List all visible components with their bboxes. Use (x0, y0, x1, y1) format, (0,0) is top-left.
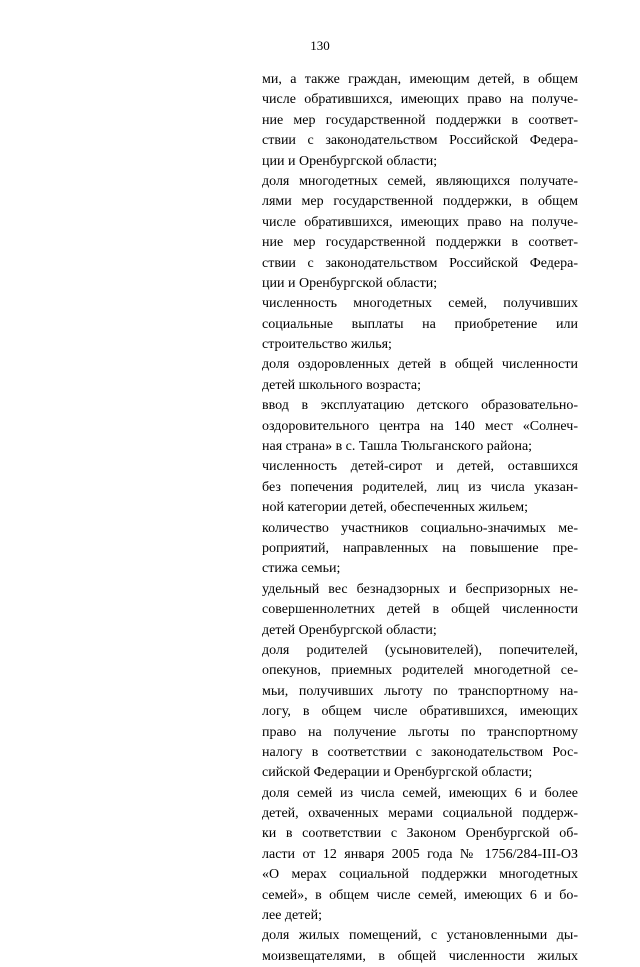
text-line: ции и Оренбургской области; (262, 275, 438, 291)
text-line: количество участников социально-значимых ме- (262, 520, 578, 536)
text-line: детей школьного возраста; (262, 377, 421, 393)
text-line: оздоровительного центра на 140 мест «Солнеч- (262, 418, 578, 434)
text-line: ной категории детей, обеспеченных жильем; (262, 500, 529, 516)
text-line: ки в соответствии с Законом Оренбургской об- (262, 826, 578, 842)
text-line: детей Оренбургской области; (262, 622, 437, 638)
text-line: логу, в общем числе обратившихся, имеющих (262, 704, 578, 720)
text-line: семей», в общем числе семей, имеющих 6 и бо- (262, 887, 578, 903)
text-line: числе обратившихся, имеющих право на получе- (262, 92, 578, 108)
text-line: доля семей из числа семей, имеющих 6 и более (262, 785, 578, 801)
text-line: сийской Федерации и Оренбургской области; (262, 765, 533, 781)
body-text (262, 70, 578, 967)
text-line: строительство жилья; (262, 337, 392, 353)
text-line: ная страна» в с. Ташла Тюльганского района; (262, 439, 533, 455)
text-line: «О мерах социальной поддержки многодетных (262, 867, 578, 883)
text-line: роприятий, направленных на повышение пре- (262, 540, 578, 556)
text-line: доля жилых помещений, с установленными ды- (262, 928, 578, 944)
text-line: опекунов, приемных родителей многодетной се- (262, 663, 578, 679)
text-line: ствии с законодательством Российской Федера- (262, 255, 578, 271)
text-line: право на получение льготы по транспортному (262, 724, 578, 740)
text-line: доля многодетных семей, являющихся получате- (262, 173, 578, 189)
text-line: доля родителей (усыновителей), попечителей, (262, 642, 578, 658)
text-line: ми, а также граждан, имеющим детей, в общем (262, 72, 578, 87)
text-line: социальные выплаты на приобретение или (262, 316, 578, 332)
text-line: мьи, получивших льготу по транспортному на- (262, 683, 578, 699)
page-number: 130 (310, 38, 330, 53)
text-line: численность многодетных семей, получивших (262, 296, 578, 312)
text-line: доля оздоровленных детей в общей численности (262, 357, 578, 373)
text-line: ние мер государственной поддержки в соответ- (262, 235, 578, 251)
text-line: лями мер государственной поддержки, в общем (262, 194, 578, 210)
text-line: ние мер государственной поддержки в соответ- (262, 112, 578, 128)
text-line: стижа семьи; (262, 561, 341, 577)
text-line: детей, охваченных мерами социальной поддерж- (262, 806, 578, 822)
text-line: ции и Оренбургской области; (262, 153, 438, 169)
text-line: ствии с законодательством Российской Федера- (262, 133, 578, 149)
text-line: без попечения родителей, лиц из числа указан- (262, 479, 578, 495)
text-line: моизвещателями, в общей численности жилых (262, 948, 578, 964)
text-line: совершеннолетних детей в общей численности (262, 602, 578, 618)
text-line: налогу в соответствии с законодательством Рос- (262, 744, 578, 760)
text-line: численность детей-сирот и детей, оставшихся (262, 459, 578, 475)
text-line: удельный вес безнадзорных и беспризорных не- (262, 581, 578, 597)
text-line: ввод в эксплуатацию детского образовательно- (262, 398, 578, 414)
text-line: ласти от 12 января 2005 года № 1756/284-III-ОЗ (262, 846, 578, 862)
text-line: лее детей; (262, 908, 322, 924)
text-line: числе обратившихся, имеющих право на получе- (262, 214, 578, 230)
